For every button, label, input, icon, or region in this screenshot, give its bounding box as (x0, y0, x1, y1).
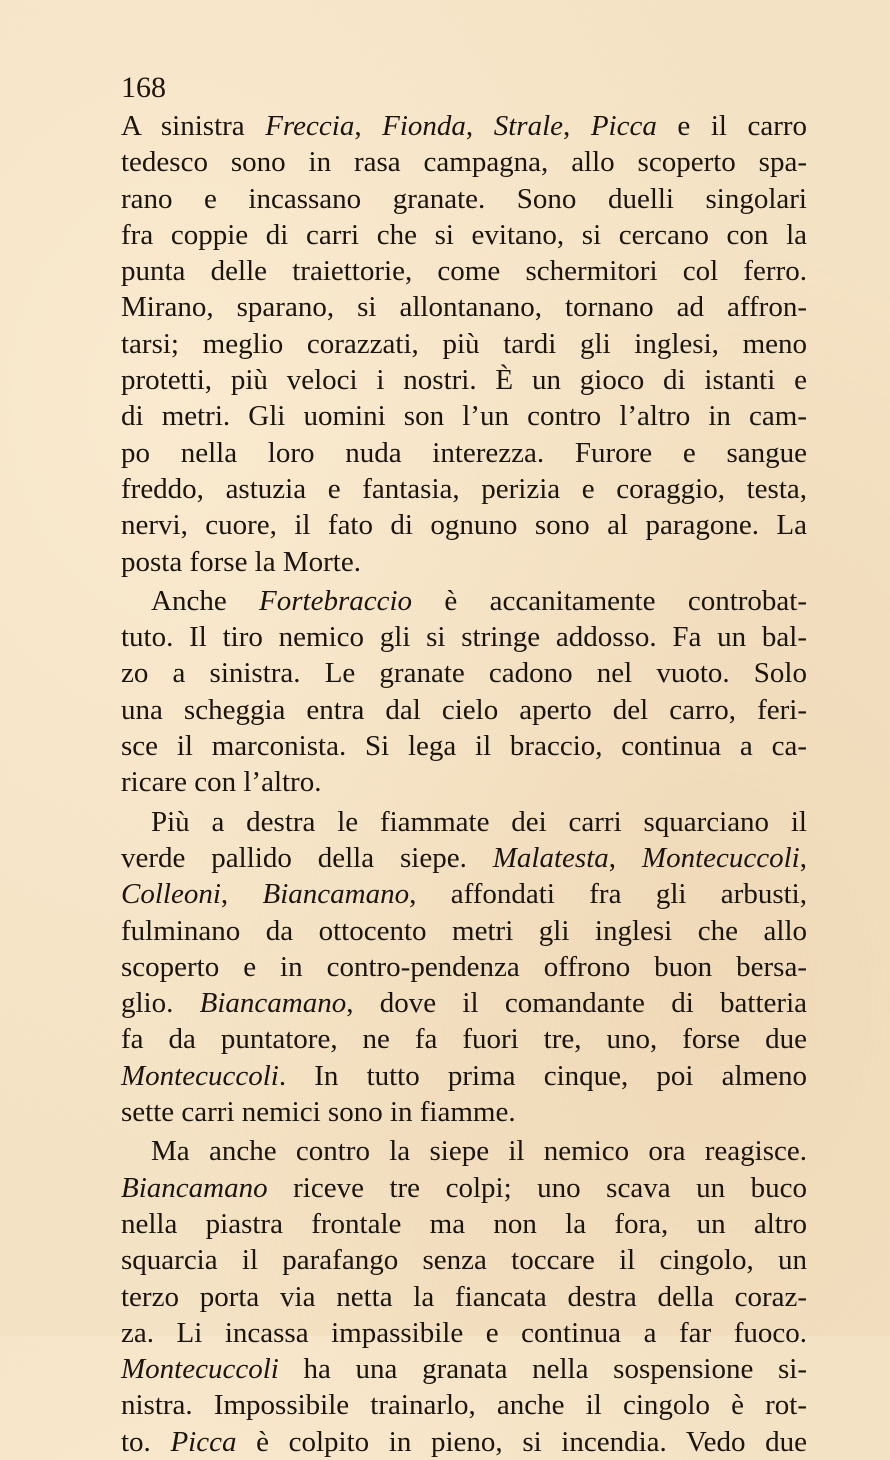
text-run: e il carro (656, 110, 808, 142)
text-run: fulminano da ottocento metri gli inglesi che allo (121, 914, 807, 947)
italic-name: Freccia (265, 110, 355, 142)
body-text (121, 108, 807, 1460)
text-run: è colpito in pieno, si incendia. Vedo due (236, 1425, 807, 1458)
text-run: squarcia il parafango senza toccare il cingolo, un (121, 1244, 807, 1277)
text-run: za. Li incassa impassibile e continua a far fuoco. (121, 1316, 807, 1349)
text-run: tarsi; meglio corazzati, più tardi gli inglesi, meno (121, 327, 807, 360)
text-line (121, 949, 807, 985)
text-line (121, 435, 807, 471)
text-run: scoperto e in contro-pendenza offrono buon bersa- (121, 950, 807, 983)
text-line (121, 1021, 807, 1057)
italic-name: Malatesta (492, 841, 609, 874)
text-run: nella piastra frontale ma non la fora, un altro (121, 1207, 807, 1240)
text-line (121, 619, 807, 655)
text-run: zo a sinistra. Le granate cadono nel vuoto. Solo (121, 657, 807, 690)
text-run: protetti, più veloci i nostri. È un gioco di istanti e (121, 364, 807, 397)
text-run: di metri. Gli uomini son l’un contro l’altro in cam- (121, 400, 807, 433)
text-line (121, 1279, 807, 1315)
text-line (121, 144, 807, 180)
text-line (121, 326, 807, 362)
text-run: , (465, 110, 494, 142)
text-run: Anche (151, 584, 260, 617)
text-line (121, 804, 807, 840)
text-run: , dove il comandante di batteria (346, 987, 807, 1020)
text-run: , (799, 841, 807, 874)
text-run: ha una granata nella sospensione si- (278, 1353, 807, 1386)
text-run: , (354, 110, 383, 142)
text-run: glio. (121, 987, 200, 1020)
text-line (121, 655, 807, 691)
text-run: , (608, 841, 642, 874)
text-run: tuto. Il tiro nemico gli si stringe addosso. Fa un bal- (121, 621, 807, 654)
text-run: è accanitamente controbat- (412, 584, 808, 617)
page-number: 168 (121, 71, 166, 104)
text-run: , (563, 110, 591, 142)
text-line (121, 253, 807, 289)
text-line (121, 108, 807, 144)
text-run: rano e incassano granate. Sono duelli singolari (121, 182, 807, 215)
text-line (121, 1387, 807, 1423)
text-line (121, 764, 807, 800)
text-run: riceve tre colpi; uno scava un buco (267, 1171, 807, 1204)
text-line (121, 1094, 807, 1130)
text-run: po nella loro nuda interezza. Furore e sangue (121, 436, 807, 469)
text-line (121, 876, 807, 912)
text-run: freddo, astuzia e fantasia, perizia e coraggio, testa, (121, 472, 807, 505)
text-line (121, 1058, 807, 1094)
text-run: fa da puntatore, ne fa fuori tre, uno, forse due (121, 1023, 807, 1056)
text-line (121, 217, 807, 253)
text-line (121, 985, 807, 1021)
text-line (121, 471, 807, 507)
text-run: nistra. Impossibile trainarlo, anche il cingolo è rot- (121, 1389, 807, 1422)
text-line (121, 362, 807, 398)
text-run: A sinistra (121, 110, 266, 142)
text-run: fra coppie di carri che si evitano, si cercano con la (121, 218, 807, 251)
text-run: Ma anche contro la siepe il nemico ora reagisce. (151, 1135, 807, 1168)
italic-name: Picca (590, 110, 657, 142)
italic-name: Fortebraccio (259, 584, 413, 617)
italic-name: Biancamano (121, 1171, 268, 1204)
text-run: sette carri nemici sono in fiamme. (121, 1096, 516, 1129)
paragraph (121, 1133, 807, 1460)
text-line (121, 1206, 807, 1242)
text-run: Mirano, sparano, si allontanano, tornano ad affron- (121, 291, 807, 324)
text-run: ricare con l’altro. (121, 766, 322, 799)
text-line (121, 289, 807, 325)
text-run: , affondati fra gli arbusti, (409, 878, 807, 911)
text-line (121, 398, 807, 434)
text-run: nervi, cuore, il fato di ognuno sono al paragone. La (121, 509, 807, 542)
italic-name: Montecuccoli (121, 1059, 279, 1092)
text-run: una scheggia entra dal cielo aperto del carro, feri- (121, 693, 807, 726)
italic-name: Picca (170, 1425, 237, 1458)
text-line (121, 181, 807, 217)
text-line (121, 507, 807, 543)
text-run: , (220, 878, 263, 911)
text-line (121, 692, 807, 728)
text-line (121, 913, 807, 949)
italic-name: Montecuccoli (641, 841, 800, 874)
text-line (121, 840, 807, 876)
italic-name: Biancamano (199, 987, 347, 1020)
text-line (121, 583, 807, 619)
italic-name: Colleoni (121, 878, 221, 911)
text-line (121, 544, 807, 580)
text-run: terzo porta via netta la fiancata destra della coraz- (121, 1280, 807, 1313)
italic-name: Montecuccoli (121, 1353, 279, 1386)
text-line (121, 1351, 807, 1387)
text-run: tedesco sono in rasa campagna, allo scoperto spa- (121, 146, 807, 179)
text-run: posta forse la Morte. (121, 545, 361, 578)
text-line (121, 1242, 807, 1278)
paragraph (121, 108, 807, 580)
text-line (121, 1424, 807, 1460)
text-run: Più a destra le fiammate dei carri squarciano il (151, 805, 807, 838)
text-run: punta delle traiettorie, come schermitori col ferro. (121, 255, 807, 288)
text-line (121, 1133, 807, 1169)
text-line (121, 728, 807, 764)
paragraph (121, 804, 807, 1131)
text-run: verde pallido della siepe. (121, 841, 493, 874)
text-run: to. (121, 1425, 171, 1458)
italic-name: Strale (493, 110, 564, 142)
text-line (121, 1315, 807, 1351)
text-run: sce il marconista. Si lega il braccio, continua a ca- (121, 730, 807, 763)
italic-name: Biancamano (262, 878, 410, 911)
text-line (121, 1170, 807, 1206)
italic-name: Fionda (382, 110, 466, 142)
text-run: . In tutto prima cinque, poi almeno (278, 1059, 807, 1092)
paragraph (121, 583, 807, 801)
